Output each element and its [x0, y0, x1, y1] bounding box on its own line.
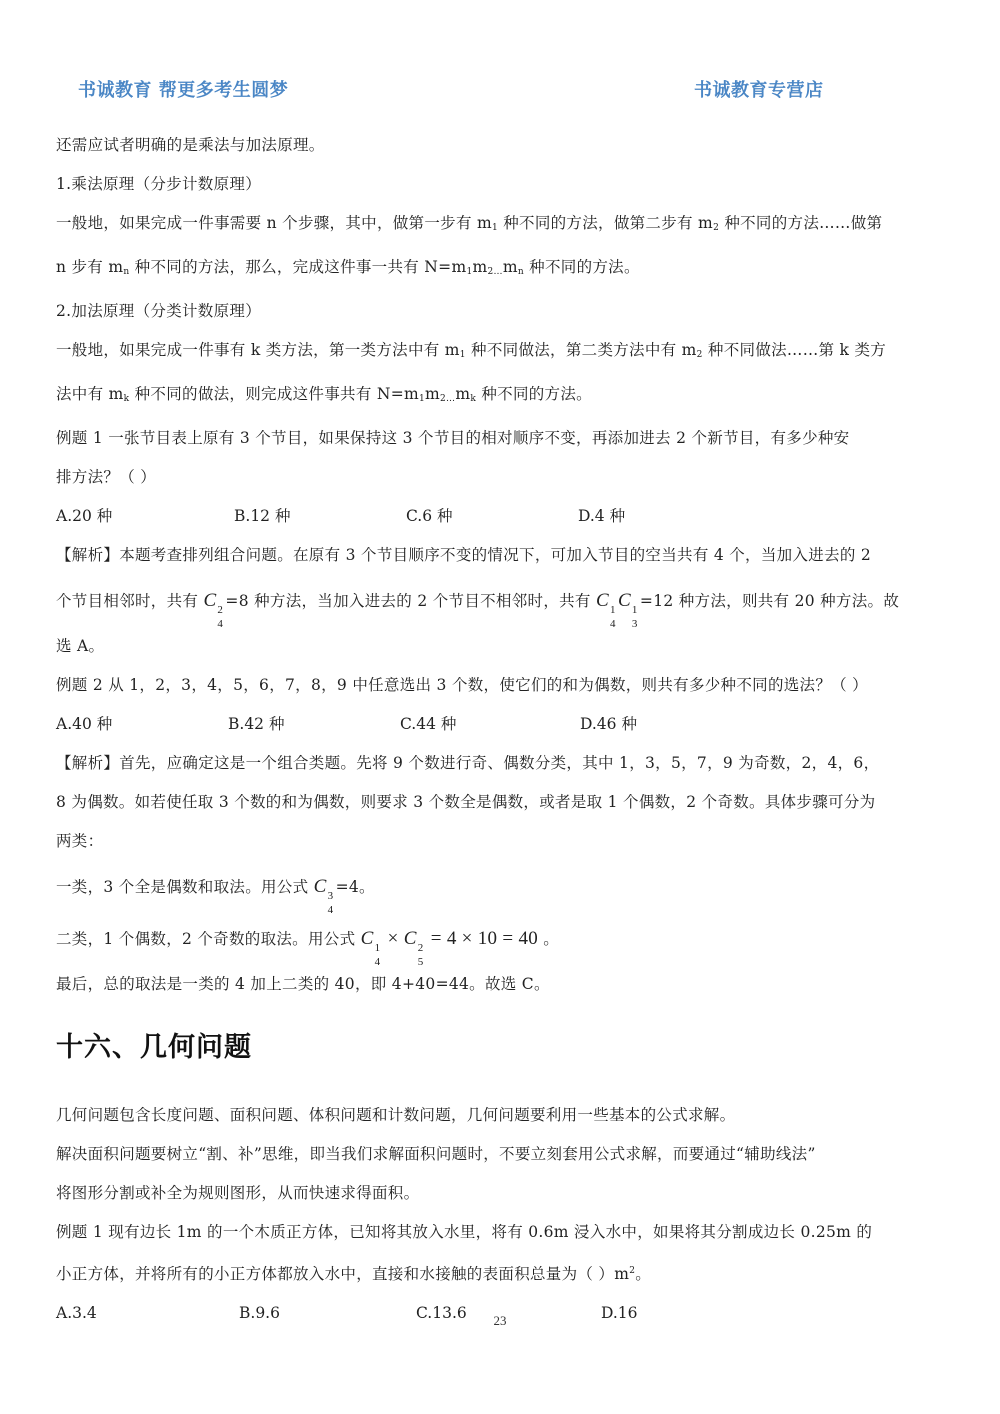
text: 种不同的方法。	[476, 385, 592, 403]
example-1-options	[56, 497, 946, 536]
math-expression: = 4 × 10 = 40	[425, 928, 539, 949]
subscript: n	[123, 267, 130, 277]
superscript: 1	[631, 604, 638, 616]
subscript: 2	[713, 223, 720, 233]
intro-paragraph: 还需应试者明确的是乘法与加法原理。	[56, 136, 325, 154]
subscript: 4	[217, 618, 224, 630]
section-paragraph-1: 几何问题包含长度问题、面积问题、体积问题和计数问题，几何问题要利用一些基本的公式求解。	[56, 1106, 736, 1124]
subscript: 5	[417, 956, 424, 968]
example-2-answer-line-2: 8 为偶数。如若使任取 3 个数的和为偶数，则要求 3 个数全是偶数，或者是取 1 个偶数，2 个奇数。具体步骤可分为	[56, 793, 876, 811]
option-b: B.9.6	[239, 1304, 280, 1322]
text: 种不同做法，第二类方法中有 m	[465, 341, 697, 359]
example-2-case-2	[56, 913, 946, 968]
example-2-options	[56, 705, 946, 744]
option-a: A.3.4	[56, 1304, 97, 1322]
text: 一类，3 个全是偶数和取法。用公式	[56, 878, 314, 896]
example-2-question: 例题 2 从 1，2，3，4，5，6，7，8，9 中任意选出 3 个数，使它们的和为偶数，则共有多少种不同的选法？（ ）	[56, 676, 868, 694]
math-indices	[216, 590, 225, 630]
text: 一般地，如果完成一件事需要 n 个步骤，其中，做第一步有 m	[56, 214, 492, 232]
subscript: 2…	[487, 267, 503, 277]
subscript: k	[123, 394, 130, 404]
mult-title: 1.乘法原理（分步计数原理）	[56, 175, 261, 193]
text: 。	[538, 930, 560, 948]
text: 小正方体，并将所有的小正方体都放入水中，直接和水接触的表面积总量为（ ）m	[56, 1265, 630, 1283]
add-line-1	[56, 331, 946, 375]
math-base: C	[595, 590, 609, 611]
text: 种不同的方法……做第	[719, 214, 883, 232]
superscript: 3	[327, 890, 334, 902]
text: m	[455, 385, 471, 403]
section-paragraph-2: 解决面积问题要树立“割、补”思维，即当我们求解面积问题时，不要立刻套用公式求解，而要通过“辅助线法”	[56, 1145, 816, 1163]
subscript: 1	[466, 267, 473, 277]
subscript: 4	[327, 904, 334, 916]
combination-product-formula	[360, 928, 539, 968]
math-indices	[417, 928, 426, 968]
document-body	[56, 126, 946, 1333]
text: =12 种方法，则共有 20 种方法。故	[639, 592, 900, 610]
option-d: D.4 种	[578, 507, 626, 525]
example-2-case-1	[56, 861, 946, 916]
text: 法中有 m	[56, 385, 124, 403]
example-1-answer-line-1: 【解析】本题考查排列组合问题。在原有 3 个节目顺序不变的情况下，可加入节目的空当共有 4 个，当加入进去的 2	[56, 546, 872, 564]
subscript: n	[517, 267, 524, 277]
text: m	[502, 258, 518, 276]
example-2-answer-line-1: 【解析】首先，应确定这是一个组合类题。先将 9 个数进行奇、偶数分类，其中 1，3，5，7，9 为奇数，2，4，6，	[56, 754, 880, 772]
text: m	[425, 385, 441, 403]
text: 。	[635, 1265, 652, 1283]
text: =8 种方法，当加入进去的 2 个节目不相邻时，共有	[225, 592, 596, 610]
subscript: 2	[696, 350, 703, 360]
subscript: 4	[609, 618, 616, 630]
add-title: 2.加法原理（分类计数原理）	[56, 302, 261, 320]
header-brand-right: 书诚教育专营店	[694, 80, 824, 101]
combination-product-formula	[595, 590, 640, 630]
math-indices	[327, 876, 336, 916]
example-3-question-line-2	[56, 1252, 946, 1294]
math-indices	[609, 590, 618, 630]
text: n 步有 m	[56, 258, 124, 276]
subscript: 1	[459, 350, 466, 360]
text: 种不同的方法，那么，完成这件事一共有 N=m	[129, 258, 467, 276]
superscript: 1	[374, 942, 381, 954]
text: 个节目相邻时，共有	[56, 592, 204, 610]
section-paragraph-3: 将图形分割或补全为规则图形，从而快速求得面积。	[56, 1184, 420, 1202]
text: 种不同的方法。	[523, 258, 640, 276]
example-1-question-line-2: 排方法？（ ）	[56, 468, 157, 486]
math-base: C	[617, 590, 631, 611]
option-a: A.20 种	[56, 507, 113, 525]
subscript: 3	[631, 618, 638, 630]
text: 一般地，如果完成一件事有 k 类方法，第一类方法中有 m	[56, 341, 460, 359]
subscript: 1	[491, 223, 498, 233]
option-c: C.6 种	[406, 507, 453, 525]
subscript: 2…	[440, 394, 456, 404]
text: 种不同的方法，做第二步有 m	[498, 214, 714, 232]
option-b: B.12 种	[234, 507, 291, 525]
mult-line-2	[56, 248, 946, 292]
option-c: C.13.6	[416, 1304, 467, 1322]
text: =4。	[335, 878, 375, 896]
text: 二类，1 个偶数，2 个奇数的取法。用公式	[56, 930, 361, 948]
math-base: C	[203, 590, 217, 611]
page-number: 23	[493, 1313, 507, 1328]
math-base: C	[403, 928, 417, 949]
times-sign: ×	[382, 928, 404, 949]
superscript: 1	[609, 604, 616, 616]
combination-formula	[203, 590, 225, 630]
option-c: C.44 种	[400, 715, 457, 733]
example-1-question-line-1: 例题 1 一张节目表上原有 3 个节目，如果保持这 3 个节目的相对顺序不变，再添加进去 2 个新节目，有多少种安	[56, 429, 850, 447]
example-1-answer-line-3: 选 A。	[56, 637, 105, 655]
option-d: D.16	[601, 1304, 638, 1322]
superscript: 2	[217, 604, 224, 616]
add-line-2	[56, 375, 946, 419]
option-d: D.46 种	[580, 715, 637, 733]
subscript: 1	[419, 394, 426, 404]
text: 种不同的做法，则完成这件事共有 N=m	[129, 385, 419, 403]
page-header	[0, 72, 1000, 104]
superscript: 2	[629, 1266, 636, 1276]
text: 种不同做法……第 k 类方	[702, 341, 887, 359]
section-title: 十六、几何问题	[56, 1032, 252, 1063]
example-2-final: 最后，总的取法是一类的 4 加上二类的 40，即 4+40=44。故选 C。	[56, 975, 550, 993]
math-base: C	[360, 928, 374, 949]
header-brand-left: 书诚教育 帮更多考生圆梦	[78, 80, 289, 101]
math-base: C	[313, 876, 327, 897]
mult-line-1	[56, 204, 946, 248]
superscript: 2	[417, 942, 424, 954]
text: m	[472, 258, 488, 276]
example-2-answer-line-3: 两类：	[56, 832, 104, 850]
combination-formula	[313, 876, 336, 916]
example-1-answer-line-2	[56, 575, 946, 630]
option-a: A.40 种	[56, 715, 113, 733]
option-b: B.42 种	[228, 715, 285, 733]
math-indices	[374, 928, 383, 968]
math-indices	[631, 590, 640, 630]
example-3-question-line-1: 例题 1 现有边长 1m 的一个木质正方体，已知将其放入水里，将有 0.6m 浸入水中，如果将其分割成边长 0.25m 的	[56, 1223, 873, 1241]
subscript: 4	[374, 956, 381, 968]
subscript: k	[470, 394, 477, 404]
